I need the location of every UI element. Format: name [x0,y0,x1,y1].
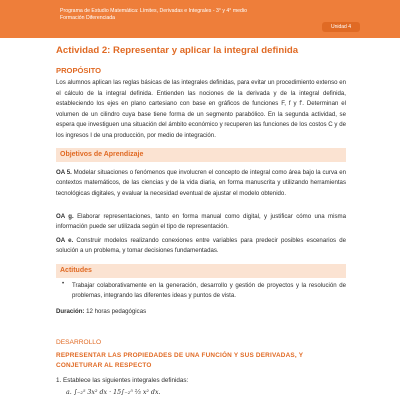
oae-label: OA e. [56,237,74,244]
objetivos-heading: Objetivos de Aprendizaje [60,151,144,158]
oag-paragraph [56,212,346,233]
oag-text: Elaborar representaciones, tanto en forma manual como digital, y justificar cómo una misma información puede ser utilizada según el tipo de representación. [56,213,346,231]
actitudes-box [56,264,346,278]
header-text [60,8,247,22]
actitudes-item: Trabajar colaborativamente en la generación, desarrollo y gestión de proyectos y la resolución de problemas, integrando las diferentes ideas y puntos de vista. [72,282,346,300]
bullet-icon: • [62,281,65,287]
duracion-label: Duración: [56,308,85,315]
oa5-paragraph [56,168,346,199]
oae-text: Construir modelos realizando conexiones entre variables para predecir posibles escenarios de solución a un problema, y tomar decisiones fundamentadas. [56,237,346,255]
list-item-1a: a. ∫₋₂⁵ 3x² dx · 15∫₋₂⁵ ⅔ x² dx. [66,389,161,396]
program-subtitle: Formación Diferenciada [60,15,116,21]
duracion-value: 12 horas pedagógicas [86,308,147,315]
oag-label: OA g. [56,213,74,220]
program-title: Programa de Estudio Matemática: Límites, Derivadas e Integrales - 3° y 4° medio [60,8,247,14]
list-item-1: 1. Establece las siguientes integrales definidas: [56,377,189,384]
actitudes-heading: Actitudes [60,267,92,274]
duracion [56,308,146,315]
proposito-text: Los alumnos aplican las reglas básicas de las integrales definidas, para evitar un procedimiento extenso en el cálculo de la integral definida. Entienden las nociones de la derivada y de la integral definida, estableciendo los ejes en plano cartesiano con base en gráficos de funciones F, f y f'. Determinan el volumen de un cilindro cuya base tiene forma de un segmento parabólico. En la segunda actividad, se espera que investiguen una situación del ámbito económico y recuperen las funciones de los costos C y de los ingresos I de una producción, por medio de integración. [56,79,346,139]
objetivos-box [56,148,346,162]
oa5-text: Modelar situaciones o fenómenos que involucren el concepto de integral como área bajo la curva en contextos matemáticos, de las ciencias y de la vida diaria, en forma manuscrita y utilizando herramientas tecnológicas digitales, y evaluar la necesidad eventual de ajustar el modelo obtenido. [56,169,346,197]
desarrollo-heading: DESARROLLO [56,339,102,346]
oa5-label: OA 5. [56,169,72,176]
proposito-heading: PROPÓSITO [56,66,102,75]
activity-title: Actividad 2: Representar y aplicar la integral definida [56,45,299,56]
desarrollo-subheading: REPRESENTAR LAS PROPIEDADES DE UNA FUNCIÓN Y SUS DERIVADAS, Y CONJETURAR AL RESPECTO [56,352,304,369]
oae-paragraph [56,236,346,257]
unit-badge: Unidad 4 [322,22,360,32]
